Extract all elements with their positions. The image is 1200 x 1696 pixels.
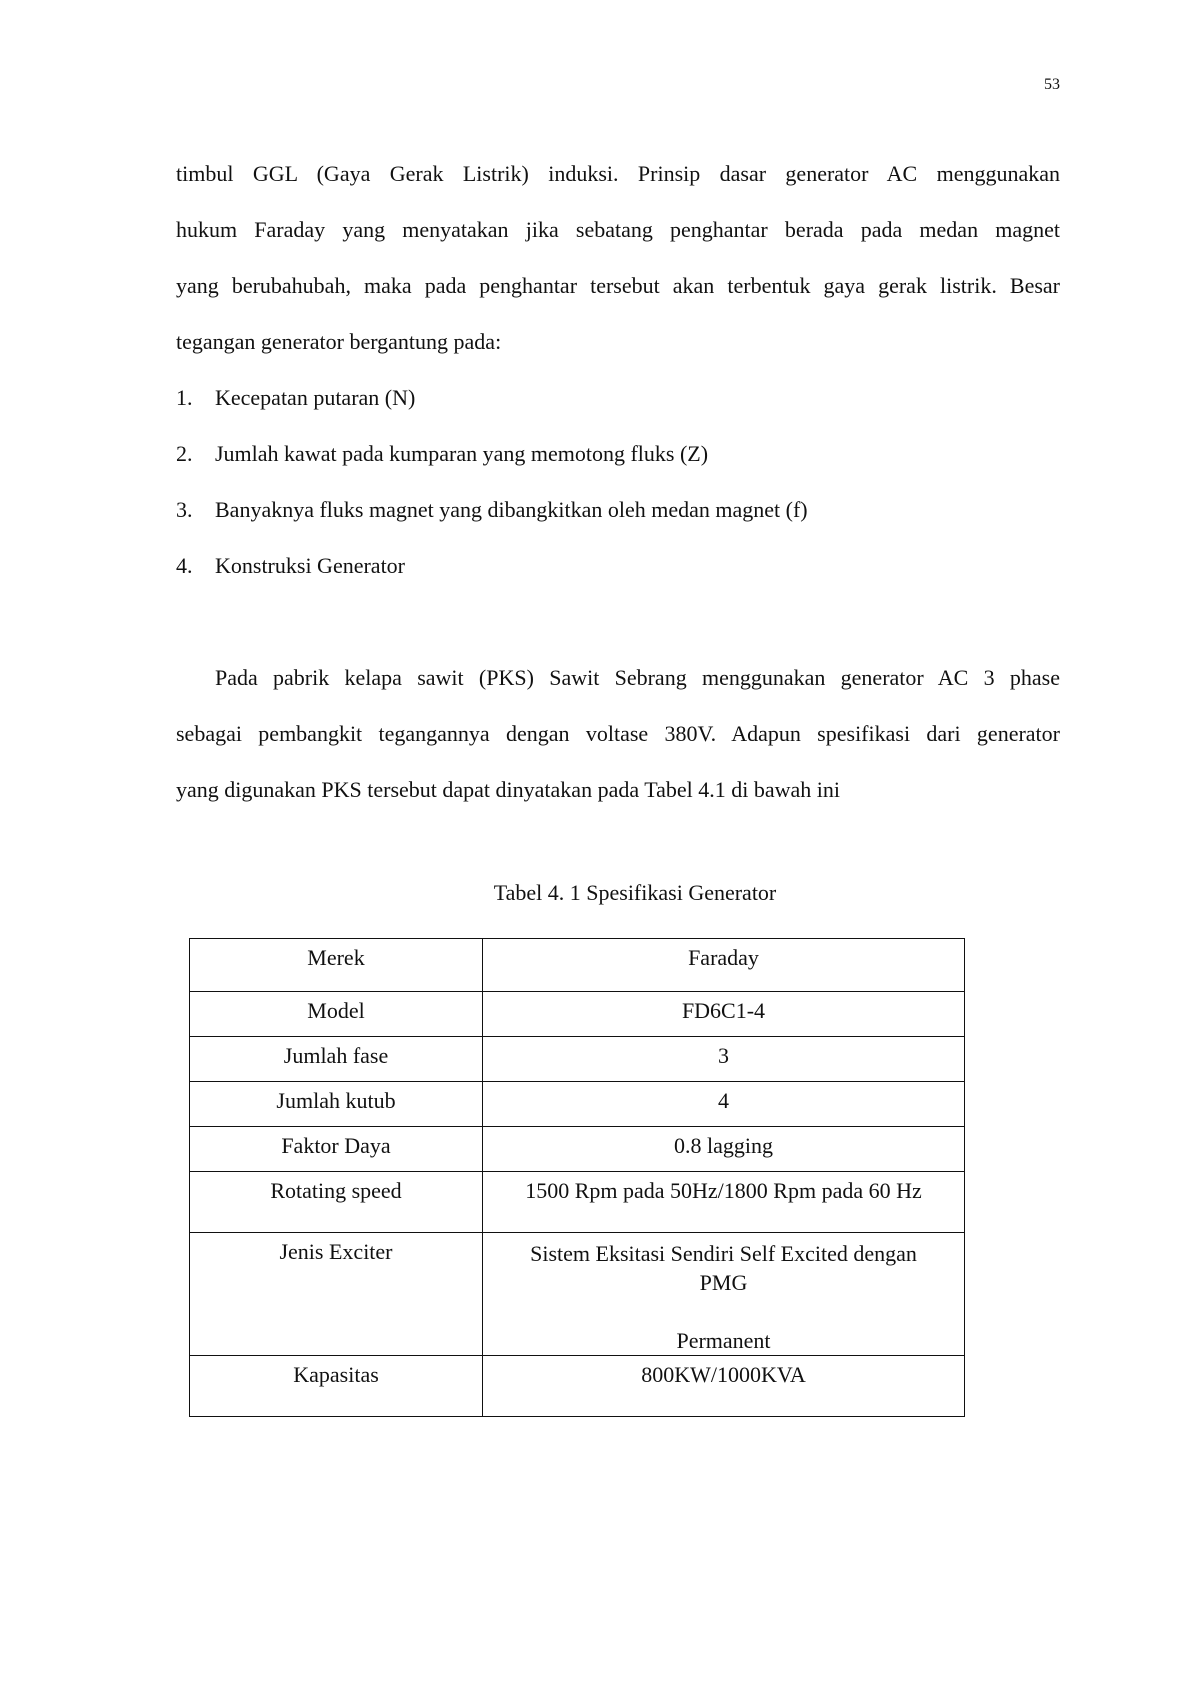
table-row: [190, 1037, 965, 1082]
page-number: 53: [1044, 76, 1060, 93]
row-value: FD6C1-4: [483, 992, 965, 1037]
row-label: Jumlah kutub: [190, 1082, 483, 1127]
factor-list: [176, 370, 1060, 594]
value-line: Permanent: [676, 1328, 771, 1353]
row-label: Jenis Exciter: [190, 1233, 483, 1356]
table-row: [190, 992, 965, 1037]
intro-paragraph: [176, 146, 1060, 370]
second-paragraph: [176, 650, 1060, 818]
row-label: Rotating speed: [190, 1172, 483, 1233]
table-row: [190, 1172, 965, 1233]
row-value: 1500 Rpm pada 50Hz/1800 Rpm pada 60 Hz: [483, 1172, 965, 1233]
row-label: Kapasitas: [190, 1356, 483, 1417]
paragraph-line: Pada pabrik kelapa sawit (PKS) Sawit Sebrang menggunakan generator AC 3 phase: [215, 665, 1060, 690]
value-line: Sistem Eksitasi Sendiri Self Excited dengan: [530, 1241, 917, 1266]
row-value: 800KW/1000KVA: [483, 1356, 965, 1417]
list-number: 3.: [176, 497, 193, 522]
list-number: 1.: [176, 385, 193, 410]
value-line-blank: [491, 1297, 956, 1326]
list-text: Jumlah kawat pada kumparan yang memotong fluks (Z): [215, 441, 709, 466]
paragraph-line: sebagai pembangkit tegangannya dengan voltase 380V. Adapun spesifikasi dari generator: [176, 721, 1060, 746]
row-value: 0.8 lagging: [483, 1127, 965, 1172]
table-row: [190, 1082, 965, 1127]
list-item: [176, 538, 1060, 594]
row-label: Jumlah fase: [190, 1037, 483, 1082]
list-number: 4.: [176, 553, 193, 578]
spec-table: [189, 938, 965, 1417]
list-item: [176, 426, 1060, 482]
value-line: PMG: [699, 1270, 748, 1295]
list-item: [176, 370, 1060, 426]
paragraph-line: yang berubahubah, maka pada penghantar tersebut akan terbentuk gaya gerak listrik. Besar: [176, 273, 1060, 298]
table-row: [190, 1233, 965, 1356]
table-row: [190, 939, 965, 992]
list-text: Kecepatan putaran (N): [215, 385, 416, 410]
row-label: Model: [190, 992, 483, 1037]
table-caption: Tabel 4. 1 Spesifikasi Generator: [493, 880, 777, 905]
list-number: 2.: [176, 441, 193, 466]
paragraph-line: hukum Faraday yang menyatakan jika sebatang penghantar berada pada medan magnet: [176, 217, 1060, 242]
row-value: 4: [483, 1082, 965, 1127]
paragraph-line: timbul GGL (Gaya Gerak Listrik) induksi. Prinsip dasar generator AC menggunakan: [176, 161, 1060, 186]
row-value: 3: [483, 1037, 965, 1082]
paragraph-line: yang digunakan PKS tersebut dapat dinyatakan pada Tabel 4.1 di bawah ini: [176, 777, 840, 802]
list-item: [176, 482, 1060, 538]
table-row: [190, 1356, 965, 1417]
table-row: [190, 1127, 965, 1172]
row-label: Merek: [190, 939, 483, 992]
list-text: Banyaknya fluks magnet yang dibangkitkan oleh medan magnet (f): [215, 497, 808, 522]
paragraph-line: tegangan generator bergantung pada:: [176, 329, 502, 354]
row-value: [483, 1233, 965, 1356]
row-value: Faraday: [483, 939, 965, 992]
row-label: Faktor Daya: [190, 1127, 483, 1172]
list-text: Konstruksi Generator: [215, 553, 406, 578]
